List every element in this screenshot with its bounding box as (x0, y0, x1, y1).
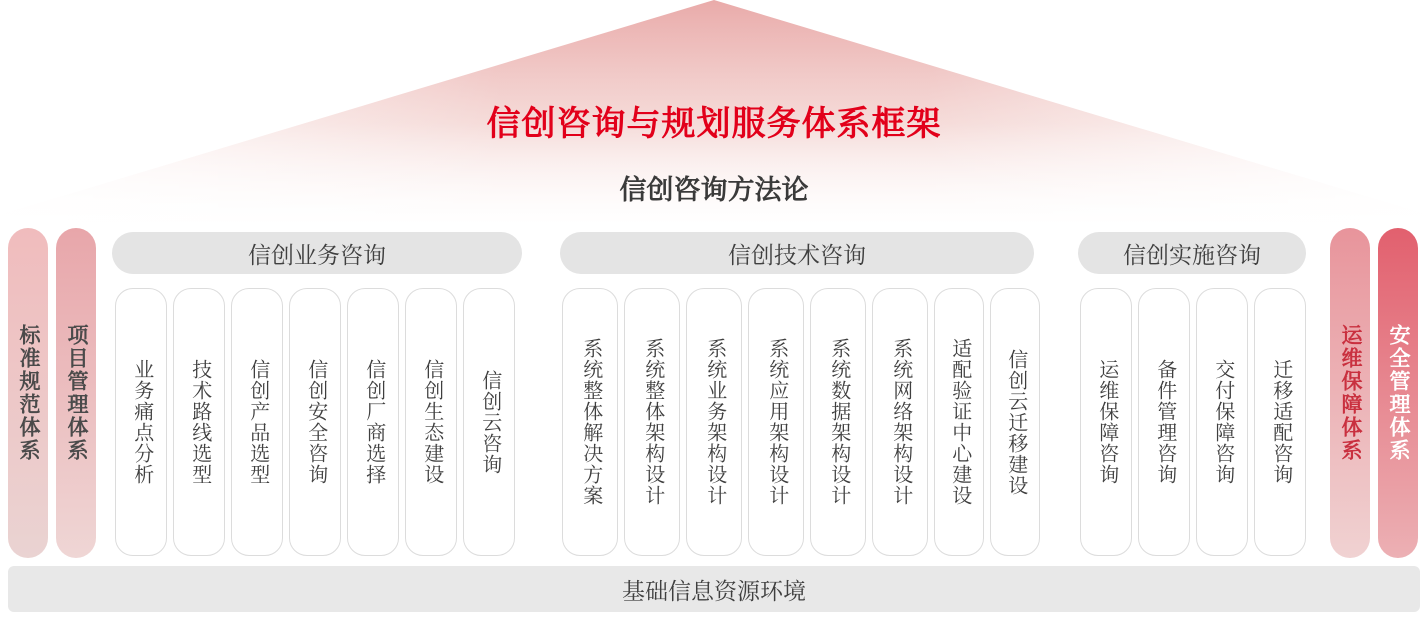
card-technical-3-label: 系统业务架构设计 (703, 338, 726, 506)
card-technical-2[interactable] (624, 288, 680, 556)
diagram-title: 信创咨询与规划服务体系框架 (486, 105, 942, 143)
card-business-5[interactable] (347, 288, 399, 556)
card-implementation-4[interactable] (1254, 288, 1306, 556)
card-technical-1-label: 系统整体解决方案 (579, 338, 602, 506)
right-pillar-security (1378, 228, 1418, 558)
group-header-technical (560, 232, 1034, 274)
card-technical-4[interactable] (748, 288, 804, 556)
card-business-5-label: 信创厂商选择 (362, 359, 385, 485)
card-business-7[interactable] (463, 288, 515, 556)
card-technical-7-label: 适配验证中心建设 (948, 338, 971, 506)
card-implementation-2[interactable] (1138, 288, 1190, 556)
card-business-1-label: 业务痛点分析 (130, 359, 153, 485)
card-business-1[interactable] (115, 288, 167, 556)
card-technical-8[interactable] (990, 288, 1040, 556)
card-business-4-label: 信创安全咨询 (304, 359, 327, 485)
card-technical-6-label: 系统网络架构设计 (889, 338, 912, 506)
card-business-6[interactable] (405, 288, 457, 556)
left-pillar-standard-label: 标准规范体系 (17, 324, 41, 462)
card-implementation-3[interactable] (1196, 288, 1248, 556)
card-implementation-1-label: 运维保障咨询 (1095, 359, 1118, 485)
base-foundation-label: 基础信息资源环境 (622, 577, 806, 604)
right-pillar-security-label: 安全管理体系 (1387, 324, 1411, 462)
group-header-business (112, 232, 522, 274)
left-pillar-project (56, 228, 96, 558)
card-business-4[interactable] (289, 288, 341, 556)
card-technical-2-label: 系统整体架构设计 (641, 338, 664, 506)
card-technical-5[interactable] (810, 288, 866, 556)
right-pillar-ops (1330, 228, 1370, 558)
right-pillar-ops-label: 运维保障体系 (1339, 324, 1363, 462)
card-implementation-3-label: 交付保障咨询 (1211, 359, 1234, 485)
left-pillar-standard (8, 228, 48, 558)
group-header-implementation-label: 信创实施咨询 (1123, 241, 1261, 268)
card-technical-3[interactable] (686, 288, 742, 556)
card-business-3[interactable] (231, 288, 283, 556)
card-technical-4-label: 系统应用架构设计 (765, 338, 788, 506)
card-technical-6[interactable] (872, 288, 928, 556)
group-header-technical-label: 信创技术咨询 (728, 241, 866, 268)
card-technical-1[interactable] (562, 288, 618, 556)
card-business-2[interactable] (173, 288, 225, 556)
card-business-7-label: 信创云咨询 (478, 369, 501, 475)
card-implementation-2-label: 备件管理咨询 (1153, 359, 1176, 485)
card-technical-8-label: 信创云迁移建设 (1004, 348, 1027, 496)
card-implementation-4-label: 迁移适配咨询 (1269, 359, 1292, 485)
card-business-2-label: 技术路线选型 (188, 359, 211, 485)
group-header-implementation (1078, 232, 1306, 274)
card-business-3-label: 信创产品选型 (246, 359, 269, 485)
card-implementation-1[interactable] (1080, 288, 1132, 556)
card-technical-7[interactable] (934, 288, 984, 556)
group-header-business-label: 信创业务咨询 (248, 241, 386, 268)
diagram-subtitle: 信创咨询方法论 (619, 175, 809, 205)
base-foundation-bar (8, 566, 1420, 612)
left-pillar-project-label: 项目管理体系 (65, 324, 89, 462)
card-business-6-label: 信创生态建设 (420, 359, 443, 485)
card-technical-5-label: 系统数据架构设计 (827, 338, 850, 506)
